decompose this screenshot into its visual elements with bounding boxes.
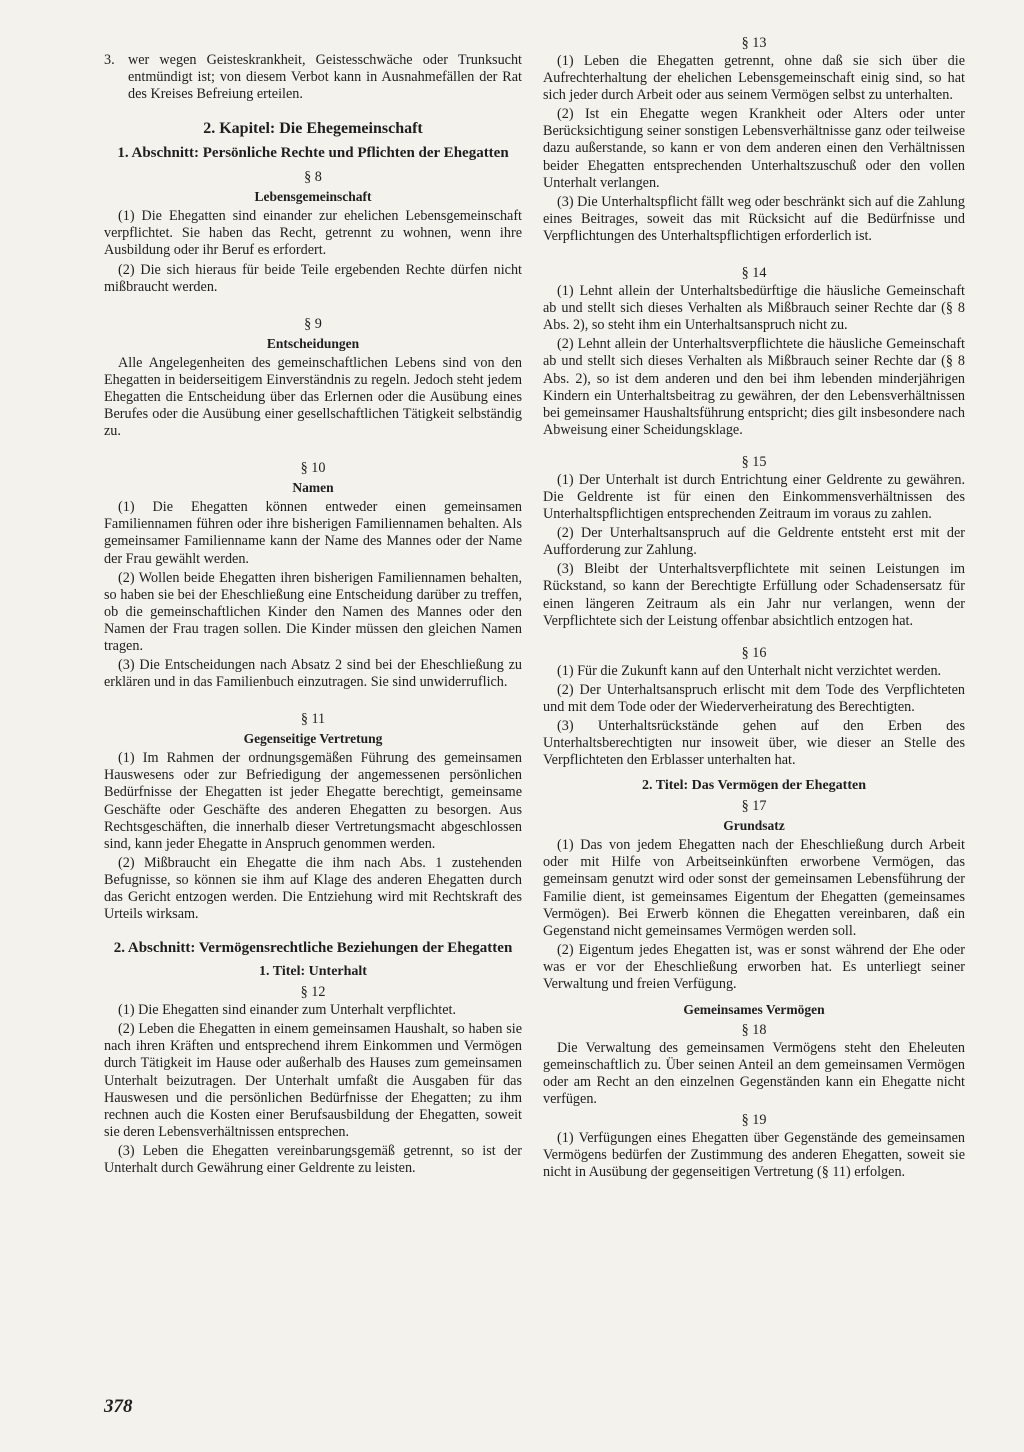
paragraph-text: (3) Die Entscheidungen nach Absatz 2 sind bei der Eheschließung zu erklären und in das Familienbuch einzutragen. Sie sind unwiderruflich. <box>104 657 522 691</box>
paragraph-title-17: Grundsatz <box>723 818 785 834</box>
paragraph-number-18: § 18 <box>741 1022 767 1039</box>
title-heading-vermoegen: 2. Titel: Das Vermögen der Ehegatten <box>642 778 866 794</box>
paragraph-title-10: Namen <box>292 480 334 496</box>
paragraph-text: (2) Ist ein Ehegatte wegen Krankheit oder Alters oder unter Berücksichtigung seiner sonstigen Lebensverhältnisse ganz oder teilweise dazu außerstande, so kann er von dem anderen einen den Verhältnissen beider Ehegatten entsprechenden Unterhaltszuschuß oder den vollen Unterhalt verlangen. <box>543 106 965 191</box>
title-heading-unterhalt: 1. Titel: Unterhalt <box>259 964 367 980</box>
paragraph-text: (3) Bleibt der Unterhaltsverpflichtete mit seinen Leistungen im Rückstand, so kann der Berechtigte Erfüllung oder Schadensersatz für einen längeren Zeitraum als ein Jahr nur verlangen, wenn der Verpflichtete sich der Leistung offenbar absichtlich entzogen hat. <box>543 561 965 629</box>
paragraph-number-15: § 15 <box>741 453 767 470</box>
paragraph-text: (1) Die Ehegatten können entweder einen gemeinsamen Familiennamen führen oder ihre bisherigen Familiennamen behalten. Als gemeinsamer Familienname kann der Name des Mannes oder der Name der Frau gewählt werden. <box>104 499 522 567</box>
chapter-heading: 2. Kapitel: Die Ehegemeinschaft <box>203 120 423 138</box>
list-number: 3. <box>104 52 115 68</box>
paragraph-text: (3) Die Unterhaltspflicht fällt weg oder beschränkt sich auf die Zahlung eines Beitrages, soweit das mit Rücksicht auf die Bedürfnisse und Verpflichtungen des Unterhaltspflichtigen erforderlich ist. <box>543 193 965 244</box>
paragraph-text: Die Verwaltung des gemeinsamen Vermögens steht den Eheleuten gemeinschaftlich zu. Über seinen Anteil an dem gemeinsamen Vermögen oder am Recht an den einzelnen Gegenständen kann ein Ehegatte nicht verfügen. <box>543 1040 965 1108</box>
paragraph-text: (1) Lehnt allein der Unterhaltsbedürftige die häusliche Gemeinschaft ab und stellt sich dieses Verhalten als Mißbrauch seiner Rechte dar (§ 8 Abs. 2), so steht ihm ein Unterhaltsanspruch nicht zu. <box>543 283 965 334</box>
paragraph-title-11: Gegenseitige Vertretung <box>243 731 383 747</box>
paragraph-text: (3) Unterhaltsrückstände gehen auf den Erben des Unterhaltsberechtigten nur insoweit über, wie dieser an Stelle des Verpflichteten den Erblasser unterhalten hat. <box>543 718 965 769</box>
paragraph-text: (1) Im Rahmen der ordnungsgemäßen Führung des gemeinsamen Hauswesens oder zur Befriedigung der angemessenen persönlichen Bedürfnisse der Ehegatten ist jeder Ehegatte berechtigt, gemeinsame Geschäfte oder Geschäfte des anderen Ehegatten zu besorgen. Aus Rechtsgeschäften, die innerhalb dieser Vertretungsmacht abgeschlossen sind, kann jeder Ehegatte in Anspruch genommen werden. <box>104 750 522 852</box>
paragraph-number-17: § 17 <box>741 798 767 815</box>
paragraph-text: (2) Lehnt allein der Unterhaltsverpflichtete die häusliche Gemeinschaft ab und stellt sich dieses Verhalten als Mißbrauch seiner Rechte dar (§ 8 Abs. 2), so ist dem anderen und den bei ihm lebenden minderjährigen Kindern ein Unterhaltsbeitrag zu gewähren, der den Lebensverhältnissen bei gemeinsamer Haushaltsführung entspricht; dies gilt insbesondere nach Abweisung einer Scheidungsklage. <box>543 336 965 438</box>
paragraph-number-13: § 13 <box>741 35 767 51</box>
paragraph-title-8: Lebensgemeinschaft <box>254 189 372 205</box>
left-column <box>104 52 522 1179</box>
paragraph-text: (1) Die Ehegatten sind einander zur ehelichen Lebensgemeinschaft verpflichtet. Sie haben das Recht, getrennt zu wohnen, wenn ihre Ausbildung oder ihr Beruf es erfordert. <box>104 208 522 259</box>
subsection-title-gemeinsames-vermoegen: Gemeinsames Vermögen <box>683 1002 825 1018</box>
paragraph-number-16: § 16 <box>741 644 767 661</box>
list-text: wer wegen Geisteskrankheit, Geistesschwäche oder Trunksucht entmündigt ist; von diesem Verbot kann in Ausnahmefällen der Rat des Kreises Befreiung erteilen. <box>128 52 522 103</box>
paragraph-number-8: § 8 <box>304 169 322 186</box>
paragraph-text: (2) Die sich hieraus für beide Teile ergebenden Rechte dürfen nicht mißbraucht werden. <box>104 261 522 295</box>
paragraph-text: (1) Die Ehegatten sind einander zum Unterhalt verpflichtet. <box>118 1002 457 1019</box>
paragraph-number-10: § 10 <box>300 460 326 477</box>
paragraph-text: (2) Der Unterhaltsanspruch auf die Geldrente entsteht erst mit der Aufforderung zur Zahlung. <box>543 525 965 559</box>
list-item-3 <box>104 52 522 103</box>
paragraph-title-9: Entscheidungen <box>266 335 360 351</box>
paragraph-number-19: § 19 <box>741 1111 767 1128</box>
section-heading-abschnitt-1: 1. Abschnitt: Persönliche Rechte und Pflichten der Ehegatten <box>117 145 509 162</box>
paragraph-text: (1) Für die Zukunft kann auf den Unterhalt nicht verzichtet werden. <box>557 662 942 679</box>
paragraph-text: (1) Der Unterhalt ist durch Entrichtung einer Geldrente zu gewähren. Die Geldrente ist für einen den Einkommensverhältnissen des Unterhaltspflichtigen entsprechenden Zeitraum im voraus zu zahlen. <box>543 471 965 523</box>
paragraph-text: (1) Das von jedem Ehegatten nach der Eheschließung durch Arbeit oder mit Hilfe von Arbeitseinkünften erworbene Vermögen, das gemeinsam genutzt wird oder sonst der gemeinsamen Lebensführung der Familie dient, ist gemeinsames Eigentum der Ehegatten (gemeinsames Vermögen). Bei Erwerb können die Ehegatten vereinbaren, daß ein Gegenstand nicht gemeinsames Vermögen werden soll. <box>543 837 965 939</box>
section-heading-abschnitt-2: 2. Abschnitt: Vermögensrechtliche Beziehungen der Ehegatten <box>113 940 513 957</box>
paragraph-text: (2) Der Unterhaltsanspruch erlischt mit dem Tode des Verpflichteten und mit dem Tode oder der Wiederverheiratung des Berechtigten. <box>543 681 965 715</box>
paragraph-text: (2) Eigentum jedes Ehegatten ist, was er sonst während der Ehe oder was er vor der Eheschließung erworben hat. Es unterliegt seiner Verwaltung und freien Verfügung. <box>543 941 965 993</box>
paragraph-text: (1) Leben die Ehegatten getrennt, ohne daß sie sich über die Aufrechterhaltung der ehelichen Lebensgemeinschaft einig sind, so hat sich jeder durch Arbeit oder aus seinem Vermögen selbst zu unterhalten. <box>543 53 965 104</box>
paragraph-number-11: § 11 <box>300 711 326 728</box>
paragraph-text: (2) Wollen beide Ehegatten ihren bisherigen Familiennamen behalten, so haben sie bei der Eheschließung eine Entscheidung darüber zu treffen, ob die gemeinschaftlichen Kinder den Namen des Mannes oder den Namen der Frau tragen sollen. Die Kinder müssen den gleichen Namen tragen. <box>104 569 522 654</box>
paragraph-text: (3) Leben die Ehegatten vereinbarungsgemäß getrennt, so ist der Unterhalt durch Gewährung einer Geldrente zu leisten. <box>104 1142 522 1177</box>
paragraph-number-12: § 12 <box>300 984 326 1001</box>
right-column <box>543 35 965 1183</box>
paragraph-text: (2) Leben die Ehegatten in einem gemeinsamen Haushalt, so haben sie nach ihren Kräften und entsprechend ihrem Einkommen und Vermögen durch Tätigkeit im Hause oder außerhalb des Hauses zum gemeinsamen Unterhalt beizutragen. Der Unterhalt umfaßt die Ausgaben für das Hauswesen und die persönlichen Bedürfnisse der Ehegatten; zu ihm rechnen auch die Kosten einer Berufsausbildung der Ehegatten, soweit sie deren Lebensverhältnissen entsprechen. <box>104 1021 522 1140</box>
paragraph-text: (2) Mißbraucht ein Ehegatte die ihm nach Abs. 1 zustehenden Befugnisse, so können sie ihm auf Klage des anderen Ehegatten durch das Gericht entzogen werden. Die Entziehung wird mit Rechtskraft des Urteils wirksam. <box>104 854 522 923</box>
paragraph-text: Alle Angelegenheiten des gemeinschaftlichen Lebens sind von den Ehegatten in beiderseitigem Einverständnis zu regeln. Jedoch steht jedem Ehegatten die Entscheidung über das Erlernen oder die Ausübung eines Berufes oder die Ausübung einer gesellschaftlichen Tätigkeit selbständig zu. <box>104 354 522 440</box>
page-number: 378 <box>104 1396 133 1417</box>
paragraph-number-14: § 14 <box>741 265 767 282</box>
paragraph-text: (1) Verfügungen eines Ehegatten über Gegenstände des gemeinsamen Vermögens bedürfen der Zustimmung des anderen Ehegatten, soweit sie nicht in Ausübung der gegenseitigen Vertretung (§ 11) erfolgen. <box>543 1129 965 1180</box>
paragraph-number-9: § 9 <box>304 315 322 332</box>
